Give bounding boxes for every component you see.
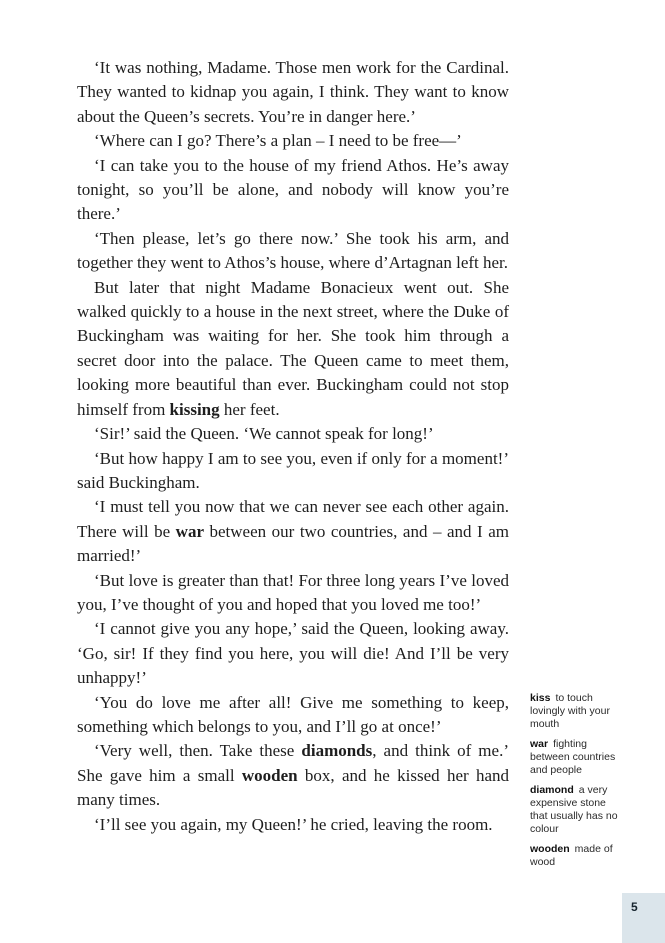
page-number: 5 [631,900,638,914]
glossary-definition: fighting between countries and people [530,738,616,776]
glossary-definition: made of wood [530,843,613,868]
glossary-entry [530,843,622,869]
glossary-word: wooden [530,843,570,855]
story-paragraph: ‘Very well, then. Take these diamonds, and think of me.’ She gave him a small wooden box, and he kissed her hand many times. [77,741,509,810]
glossary-definition: a very expensive stone that usually has no colour [530,784,618,835]
story-paragraph: ‘I can take you to the house of my friend Athos. He’s away tonight, so you’ll be alone, and nobody will know you’re there.’ [77,155,509,224]
story-paragraph: ‘I must tell you now that we can never see each other again. There will be war between our two countries, and – and I am married!’ [77,497,509,566]
story-paragraph: ‘Then please, let’s go there now.’ She took his arm, and together they went to Athos’s house, where d’Artagnan left her. [77,228,509,273]
story-paragraph: ‘But how happy I am to see you, even if only for a moment!’ said Buckingham. [77,448,509,492]
story-paragraph: ‘It was nothing, Madame. Those men work for the Cardinal. They wanted to kidnap you again, I think. They want to know about the Queen’s secrets. You’re in danger here.’ [77,58,509,126]
story-text [77,56,509,837]
story-paragraph: ‘Sir!’ said the Queen. ‘We cannot speak for long!’ [94,424,434,444]
story-paragraph: ‘But love is greater than that! For three long years I’ve loved you, I’ve thought of you and hoped that you loved me too!’ [77,570,509,614]
glossary-entry [530,692,622,731]
glossary-entry [530,738,622,777]
glossary-word: war [530,738,549,750]
glossary-word: diamond [530,784,574,796]
story-paragraph: ‘You do love me after all! Give me something to keep, something which belongs to you, and I’ll go at once!’ [77,692,509,736]
glossary-word: kiss [530,692,551,704]
page-number-box [622,893,665,943]
story-paragraph: ‘I cannot give you any hope,’ said the Queen, looking away. ‘Go, sir! If they find you here, you will die! And I’ll be very unhappy!’ [77,619,509,688]
glossary-entry [530,784,622,836]
story-paragraph: ‘Where can I go? There’s a plan – I need to be free—’ [94,131,462,151]
glossary-definition: to touch lovingly with your mouth [530,692,610,730]
story-paragraph: ‘I’ll see you again, my Queen!’ he cried, leaving the room. [94,814,493,834]
story-paragraph: But later that night Madame Bonacieux went out. She walked quickly to a house in the next street, where the Duke of Buckingham was waiting for her. She took him through a secret door into the palace. The Queen came to meet them, looking more beautiful than ever. Buckingham could not stop himself from kissing her feet. [77,277,509,419]
glossary [530,692,622,876]
